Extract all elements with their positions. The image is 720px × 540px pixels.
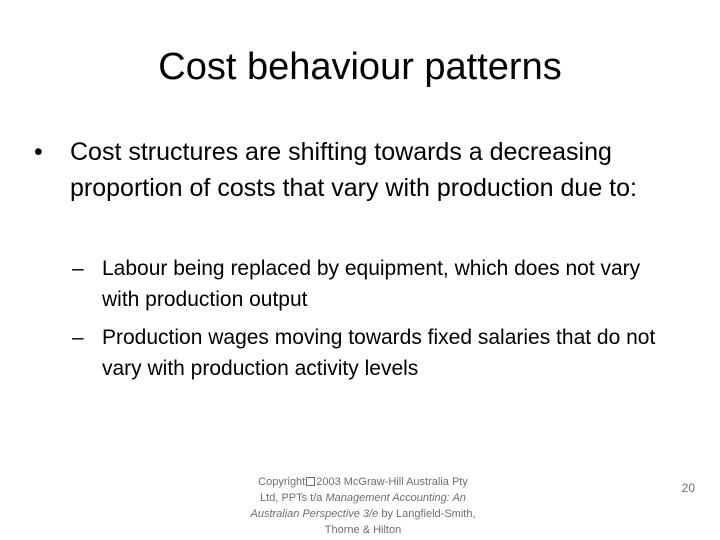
sub-bullet-list [72, 253, 672, 391]
footer-copyright [248, 474, 478, 538]
sub-bullet-marker: – [72, 257, 84, 280]
book-title: Management Accounting: An Australian Perspective 3/e [250, 492, 466, 520]
sub-bullet-item [72, 322, 672, 384]
sub-bullet-text: Labour being replaced by equipment, which does not vary with production output [102, 257, 641, 311]
page-number: 20 [681, 481, 695, 495]
sub-bullet-item [72, 253, 672, 315]
main-bullet [34, 134, 684, 206]
copyright-publisher: 2003 McGraw-Hill Australia Pty Ltd, PPTs t/a [260, 476, 468, 504]
sub-bullet-text: Production wages moving towards fixed salaries that do not vary with production activity levels [102, 326, 656, 380]
book-authors: by Langfield-Smith, Thorne & Hilton [324, 508, 476, 536]
copyright-icon [306, 477, 315, 486]
bullet-marker: • [34, 138, 43, 166]
copyright-label: Copyright [258, 476, 306, 488]
sub-bullet-marker: – [72, 326, 84, 349]
slide-title: Cost behaviour patterns [158, 46, 562, 88]
main-bullet-text: Cost structures are shifting towards a decreasing proportion of costs that vary with production due to: [70, 138, 637, 202]
